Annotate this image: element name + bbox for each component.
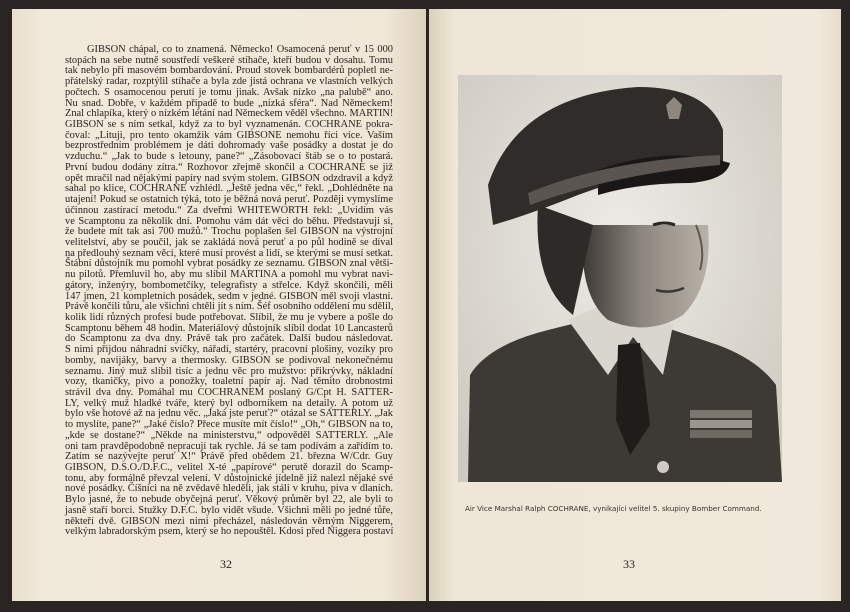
text-line: 147 jmen, 21 kompletních posádek, sedm v jedné. GISBON měl svoji vlastní. xyxy=(65,290,393,302)
text-line: „kde se dostane?“ „Někde na ministerstvu,“ odpověděl SATTERLY. „Ale xyxy=(65,429,393,441)
text-line: kolik lidí různých profesí bude potřebovat. Slíbil, že mu je vybere a pošle do xyxy=(65,311,393,323)
text-line: někteří dvě. GIBSON mezi nimi přecházel, následován věrným Niggerem, xyxy=(65,515,393,527)
text-line: První budou dodány zítra.“ Rozhovor zřejmě skončil a COCHRANE se již xyxy=(65,161,393,173)
text-line: tak nebylo při masovém bombardování. Proud stovek bombardérů popletl ne- xyxy=(65,65,393,77)
right-page xyxy=(429,9,841,601)
text-line: GIBSON se s ním setkal, když za to byl vyznamenán. COCHRANE pokra- xyxy=(65,119,393,131)
text-line: Právě končili tůru, ale všichni chtěli jít s ním. Šéf osobního oddělení mu sdělil, xyxy=(65,301,394,313)
photo-caption: Air Vice Marshal Ralph COCHRANE, vynikající velitel 5. skupiny Bomber Command. xyxy=(465,504,762,513)
text-line: LY, velký muž hladké tváře, který byl odborníkem na detaily. A potom už xyxy=(65,397,393,409)
text-line: že budete mít tak asi 700 mužů.“ Trochu poplašen šel GIBSON na výstrojní xyxy=(65,226,393,238)
text-line: bylo vše hotové až na jednu věc. „Jaká jste peruť?“ otázal se SATTERLY. „Jak xyxy=(65,408,393,420)
text-line: velkým labradorským psem, který se ho nepouštěl. Kdosi před Niggera postaví xyxy=(65,526,394,538)
text-line: Nu snad. Dobře, v každém případě to bude „nízká sféra“. Nad Německem! xyxy=(65,97,393,109)
portrait-photo xyxy=(458,75,782,482)
text-line: počtech. S osamocenou perutí je tomu jinak. Avšak nízko „na palubě“ ano. xyxy=(65,86,393,98)
text-line: vzduchu.“ „Jak to bude s letouny, pane?“ „Zásobovací štáb se o to postará. xyxy=(65,151,393,163)
text-line: ve Scamptonu za několik dní. Pomohu vám dát věci do běhu. Představuji si, xyxy=(65,215,393,227)
text-line: čoval: „Lituji, pro tento okamžik vám GIBSONE nemohu říci více. Vaším xyxy=(65,129,393,141)
text-line: nu pilotů. Přemluvil ho, aby mu slíbil MARTINA a pomohl mu vybrat navi- xyxy=(65,269,393,281)
text-line: seznamu. Jiný muž slíbil tisíc a jednu věc pro mužstvo: přikrývky, nákladní xyxy=(65,365,393,377)
text-line: GIBSON chápal, co to znamená. Německo! Osamocená peruť v 15 000 xyxy=(87,44,393,55)
text-line: to myslíte, pane?“ „Jaké číslo? Přece musíte mít číslo!“ „Oh,“ GIBSON na to, xyxy=(65,419,393,431)
text-line: utajení! Pokud se ostatních týká, toto je běžná nová peruť. Později vymyslíme xyxy=(65,194,393,206)
text-line: Scamptonu během 48 hodin. Materiálový důstojník slíbil dodat 10 Lancasterů xyxy=(65,322,393,334)
body-text xyxy=(65,45,393,538)
text-line: Znal chlapíka, který o nízkém létání nad Německem věděl všechno. MARTIN! xyxy=(65,108,394,120)
text-line: opět mračil nad nějakými papíry nad svým stolem. GIBSON odzdravil a když xyxy=(65,172,393,184)
text-line: oni tam pravděpodobně nepracují tak rychle. Já se tam podívám a zařídím to. xyxy=(65,440,393,452)
text-line: Štábní důstojník mu pomohl vybrat posádky ze seznamu. GIBSON znal větši- xyxy=(65,258,393,270)
text-line: velitelství, aby se poučil, jak se zakládá nová peruť a po půl hodině se díval xyxy=(65,236,393,248)
text-line: S nimi přijdou náhradní svíčky, nářadí, startéry, pracovní plošiny, vozíky pro xyxy=(65,344,393,356)
text-line: na předlouhý seznam věcí, které musí provést a lidí, se kterými se musí setkat. xyxy=(65,247,393,259)
text-line: bezprostředním problémem je dáti dohromady vaše posádky a dostat je do xyxy=(65,140,393,152)
page-number-right: 33 xyxy=(623,557,635,571)
text-line: vozy, tkaničky, pivo a ponožky, toaletní papír aj. Nad těmito drobnostmi xyxy=(65,376,393,388)
left-page xyxy=(12,9,426,601)
text-line: tonu, aby formálně převzal velení. V důstojnické jídelně již nalezl nějaké své xyxy=(65,472,393,484)
text-line: stopách na sebe nutně soustředí veškeré stíhače, kteří budou v dosahu. Tomu xyxy=(65,54,393,66)
text-line: bomby, navijáky, barvy a thermosky. GIBSON se podivoval nekonečnému xyxy=(65,354,393,366)
text-line: nové posádky. Číšníci na ně zvědavě hleděli, jak stáli v kruhu, piva v dlaních. xyxy=(65,483,393,495)
text-line: sahal po klice, COCHRANE vzhlédl. „Ještě jedna věc,“ řekl. „Dohlédněte na xyxy=(65,183,393,195)
text-line: Bylo jasné, že to nebude obyčejná peruť. Věkový průměr byl 22, ale byli to xyxy=(65,494,393,506)
text-line: přátelský radar, rozptýlil stíhače a byla zde jistá ochrana ve vlastních velkých xyxy=(65,76,393,88)
page-number-left: 32 xyxy=(220,557,232,571)
text-line: do Scamptonu za dva dny. Právě tak pro začátek. Další budou následovat. xyxy=(65,333,393,345)
text-line: Zatím se nazývejte peruť X!“ Právě před obědem 21. března W/Cdr. Guy xyxy=(65,451,393,463)
text-line: jasně staří borci. Stužky D.F.C. bylo vidět všude. Všichni měli po jedné tůře, xyxy=(65,504,393,516)
text-line: účinnou zastírací metodu.“ Za dveřmi WHITEWORTH řekl: „Uvidím vás xyxy=(65,204,393,216)
text-line: gátory, inženýry, bombometčíky, telegrafisty a střelce. Když skončili, měli xyxy=(65,279,393,291)
text-line: GIBSON, D.S.O./D.F.C., velitel X-té „papírové“ perutě dorazil do Scamp- xyxy=(65,462,393,474)
text-line: strávil dva dny. Pomáhal mu COCHRANEM poslaný G/Cpt H. SATTER- xyxy=(65,387,393,398)
